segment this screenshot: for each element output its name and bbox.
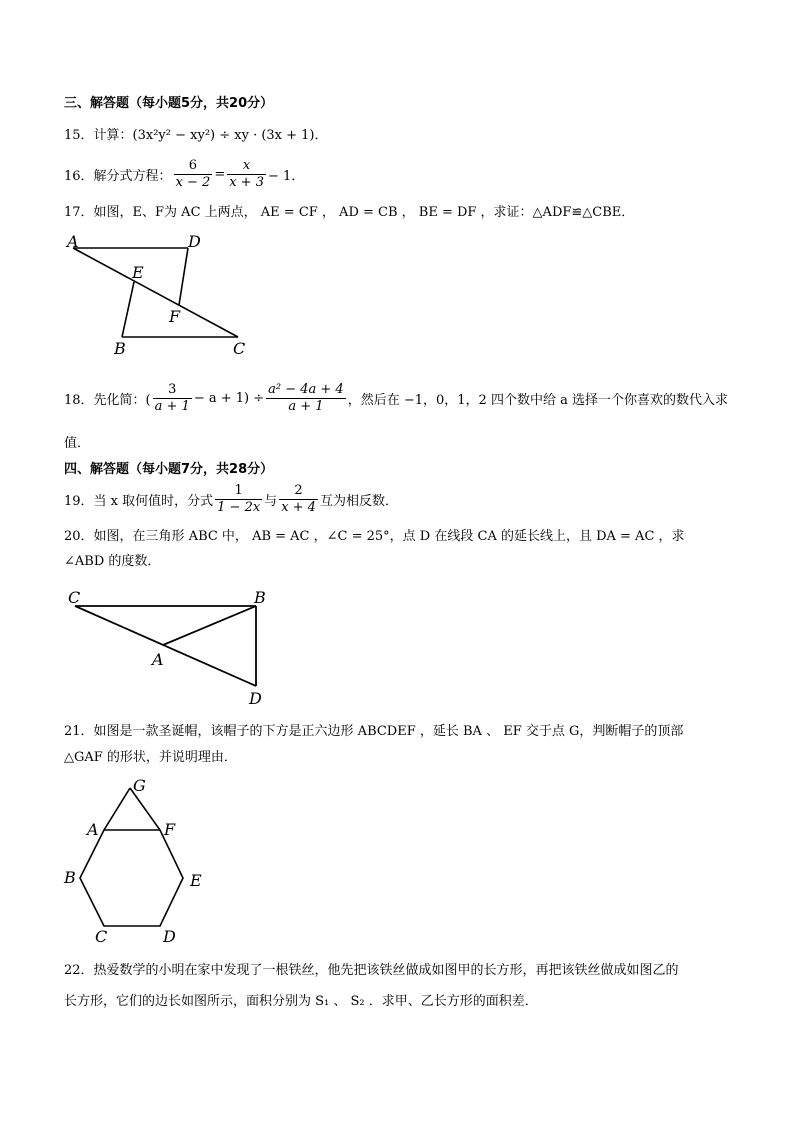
q16-num2: x bbox=[227, 158, 266, 175]
fig17-label-D: D bbox=[188, 232, 201, 251]
fig17-label-F: F bbox=[169, 307, 181, 326]
q19-suffix: 互为相反数． bbox=[319, 493, 398, 509]
fig21-label-D: D bbox=[163, 927, 176, 946]
q19-den2: x + 4 bbox=[281, 499, 316, 515]
fig21-label-B: B bbox=[64, 868, 76, 887]
fig20-label-D: D bbox=[249, 689, 262, 708]
question-22-line-2: 长方形，它们的边长如图所示，面积分别为 S₁ 、 S₂ ．求甲、乙长方形的面积差． bbox=[64, 994, 538, 1009]
q18-den1: a + 1 bbox=[154, 398, 190, 414]
q19-num2: 2 bbox=[279, 483, 318, 500]
q18-num1: 3 bbox=[153, 382, 192, 399]
section-3-title: 三、解答题（每小题5分，共20分） bbox=[64, 96, 274, 111]
fig21-label-A: A bbox=[87, 820, 99, 839]
fig20-label-A: A bbox=[152, 650, 164, 669]
q16-den1: x − 2 bbox=[175, 174, 211, 190]
q18-suffix: ，然后在 −1，0，1，2 四个数中给 a 选择一个你喜欢的数代入求 bbox=[347, 392, 728, 408]
q19-den1: 1 − 2x bbox=[217, 499, 261, 515]
fig21-label-F: F bbox=[164, 820, 176, 839]
fig17-label-A: A bbox=[67, 232, 79, 251]
question-18-line-2: 值． bbox=[64, 436, 91, 451]
fig21-label-G: G bbox=[133, 776, 146, 795]
fig17-label-E: E bbox=[132, 263, 144, 282]
question-20-line-2: ∠ABD 的度数． bbox=[64, 554, 161, 569]
q16-prefix: 16．解分式方程： bbox=[64, 168, 172, 184]
question-22-line-1: 22．热爱数学的小明在家中发现了一根铁丝，他先把该铁丝做成如图甲的长方形，再把该铁丝做成如图乙的 bbox=[64, 963, 679, 978]
fig17-label-C: C bbox=[233, 339, 246, 358]
q19-mid: 与 bbox=[264, 493, 278, 509]
q19-prefix: 19．当 x 取何值时，分式 bbox=[64, 493, 214, 509]
question-15: 15．计算：(3x²y² − xy²) ÷ xy · (3x + 1)． bbox=[64, 128, 328, 143]
question-21-line-2: △GAF 的形状，并说明理由． bbox=[64, 750, 237, 765]
q18-num2: a² − 4a + 4 bbox=[268, 381, 344, 397]
q16-den2: x + 3 bbox=[229, 174, 264, 190]
question-17: 17．如图，E、F为 AC 上两点， AE = CF ， AD = CB ， BE = DF ，求证：△ADF≌△CBE． bbox=[64, 205, 635, 220]
fig20-label-B: B bbox=[254, 588, 266, 607]
q19-num1: 1 bbox=[215, 483, 262, 500]
q16-num1: 6 bbox=[174, 158, 213, 175]
q18-mid: − a + 1) ÷ bbox=[193, 390, 265, 406]
fig17-label-B: B bbox=[114, 339, 126, 358]
fig21-label-E: E bbox=[190, 871, 202, 890]
q18-den2: a + 1 bbox=[288, 398, 324, 414]
fig21-label-C: C bbox=[95, 927, 108, 946]
question-21-line-1: 21．如图是一款圣诞帽，该帽子的下方是正六边形 ABCDEF ，延长 BA 、 EF 交于点 G，判断帽子的顶部 bbox=[64, 724, 684, 739]
q16-suffix: − 1． bbox=[267, 168, 305, 184]
section-4-title: 四、解答题（每小题7分，共28分） bbox=[64, 462, 274, 477]
q18-prefix: 18．先化简：( bbox=[64, 392, 151, 408]
q16-eq: = bbox=[214, 166, 226, 182]
question-20-line-1: 20．如图，在三角形 ABC 中， AB = AC ，∠C = 25°，点 D 在线段 CA 的延长线上，且 DA = AC ，求 bbox=[64, 529, 685, 544]
fig20-label-C: C bbox=[68, 588, 81, 607]
